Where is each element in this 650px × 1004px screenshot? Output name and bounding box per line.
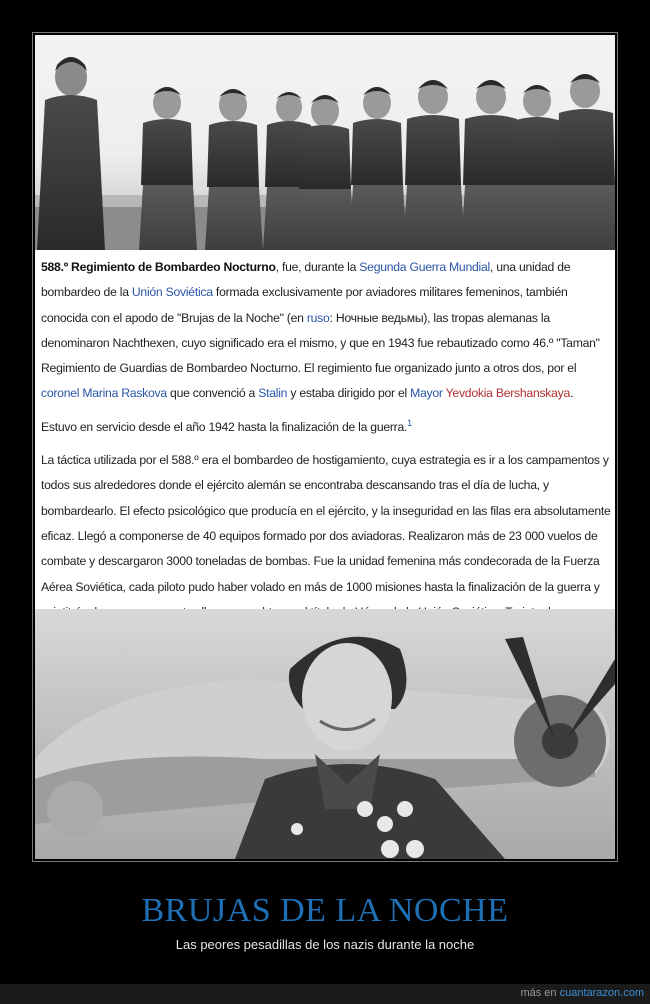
aviator-photo <box>35 609 615 859</box>
article-subject: 588.º Regimiento de Bombardeo Nocturno <box>41 260 276 274</box>
text-span: , fue, durante la <box>275 260 360 274</box>
text-span: Estuvo en servicio desde el año 1942 hasta la finalización de la guerra. <box>41 419 408 434</box>
text-span: . <box>570 386 574 401</box>
footer-text <box>520 987 644 999</box>
link-union-sovietica[interactable]: Unión Soviética <box>131 285 213 300</box>
poster-frame <box>32 32 618 862</box>
group-photo <box>35 35 615 250</box>
aviator-photo-illustration <box>35 609 615 859</box>
link-ruso[interactable]: ruso <box>306 310 330 325</box>
poster-content <box>35 35 615 859</box>
link-mayor[interactable]: Mayor <box>410 386 443 401</box>
text-span: formada exclusivamente por aviadores militares femeninos, también conocida con el apodo de "Brujas de la Noche" (en <box>41 285 568 325</box>
article-text <box>41 255 611 658</box>
article-paragraph-1 <box>41 255 611 407</box>
text-span: La táctica utilizada por el 588.º era el bombardeo de hostigamiento, cuya estrategia es ir a los campamentos y todos sus alrededores donde el ejército alemán se encontraba descansando tras el día de lucha, y bombardearlo. El efecto psicológico que producía en el ejército, y la inseguridad en las filas era absolutamente eficaz. Llegó a componerse de 40 equipos formado por dos aviadoras. Realizaron más de 23 000 vuelos de combate y descargaron 3000 toneladas de bombas. Fue la unidad femenina más condecorada de la Fuerza Aérea Soviética, cada piloto pudo haber volado en más de 1000 misiones hasta la finalización de la guerra y <box>41 453 611 594</box>
text-span: y estaba dirigido por el <box>287 386 411 401</box>
poster-title: BRUJAS DE LA NOCHE <box>141 892 509 929</box>
link-segunda-guerra-mundial[interactable]: Segunda Guerra Mundial <box>359 260 490 274</box>
link-yevdokia-bershanskaya[interactable]: Yevdokia Bershanskaya <box>445 386 571 401</box>
link-stalin[interactable]: Stalin <box>258 386 288 401</box>
poster-subtitle: Las peores pesadillas de los nazis durante la noche <box>175 937 475 952</box>
site-link[interactable]: cuantarazon.com <box>559 987 644 999</box>
link-coronel-marina-raskova[interactable]: coronel Marina Raskova <box>41 386 167 401</box>
footer-prefix: más en <box>520 987 557 999</box>
reference-1[interactable]: 1 <box>407 417 412 428</box>
text-span: : Ночные ведьмы), las tropas alemanas la denominaron Nachthexen, cuyo significado era el mismo, y que en 1943 fue rebautizado como 46.º "Taman" Regimiento de Guardias de Bombardeo Nocturno. El regimiento fue organizado junto a otros dos, por el <box>41 310 600 376</box>
article-paragraph-2 <box>41 415 611 440</box>
footer-bar <box>0 984 650 1004</box>
text-span: que convenció a <box>166 386 259 401</box>
text-span: , una unidad de bombardeo de la <box>41 260 571 300</box>
group-photo-illustration <box>35 35 615 250</box>
